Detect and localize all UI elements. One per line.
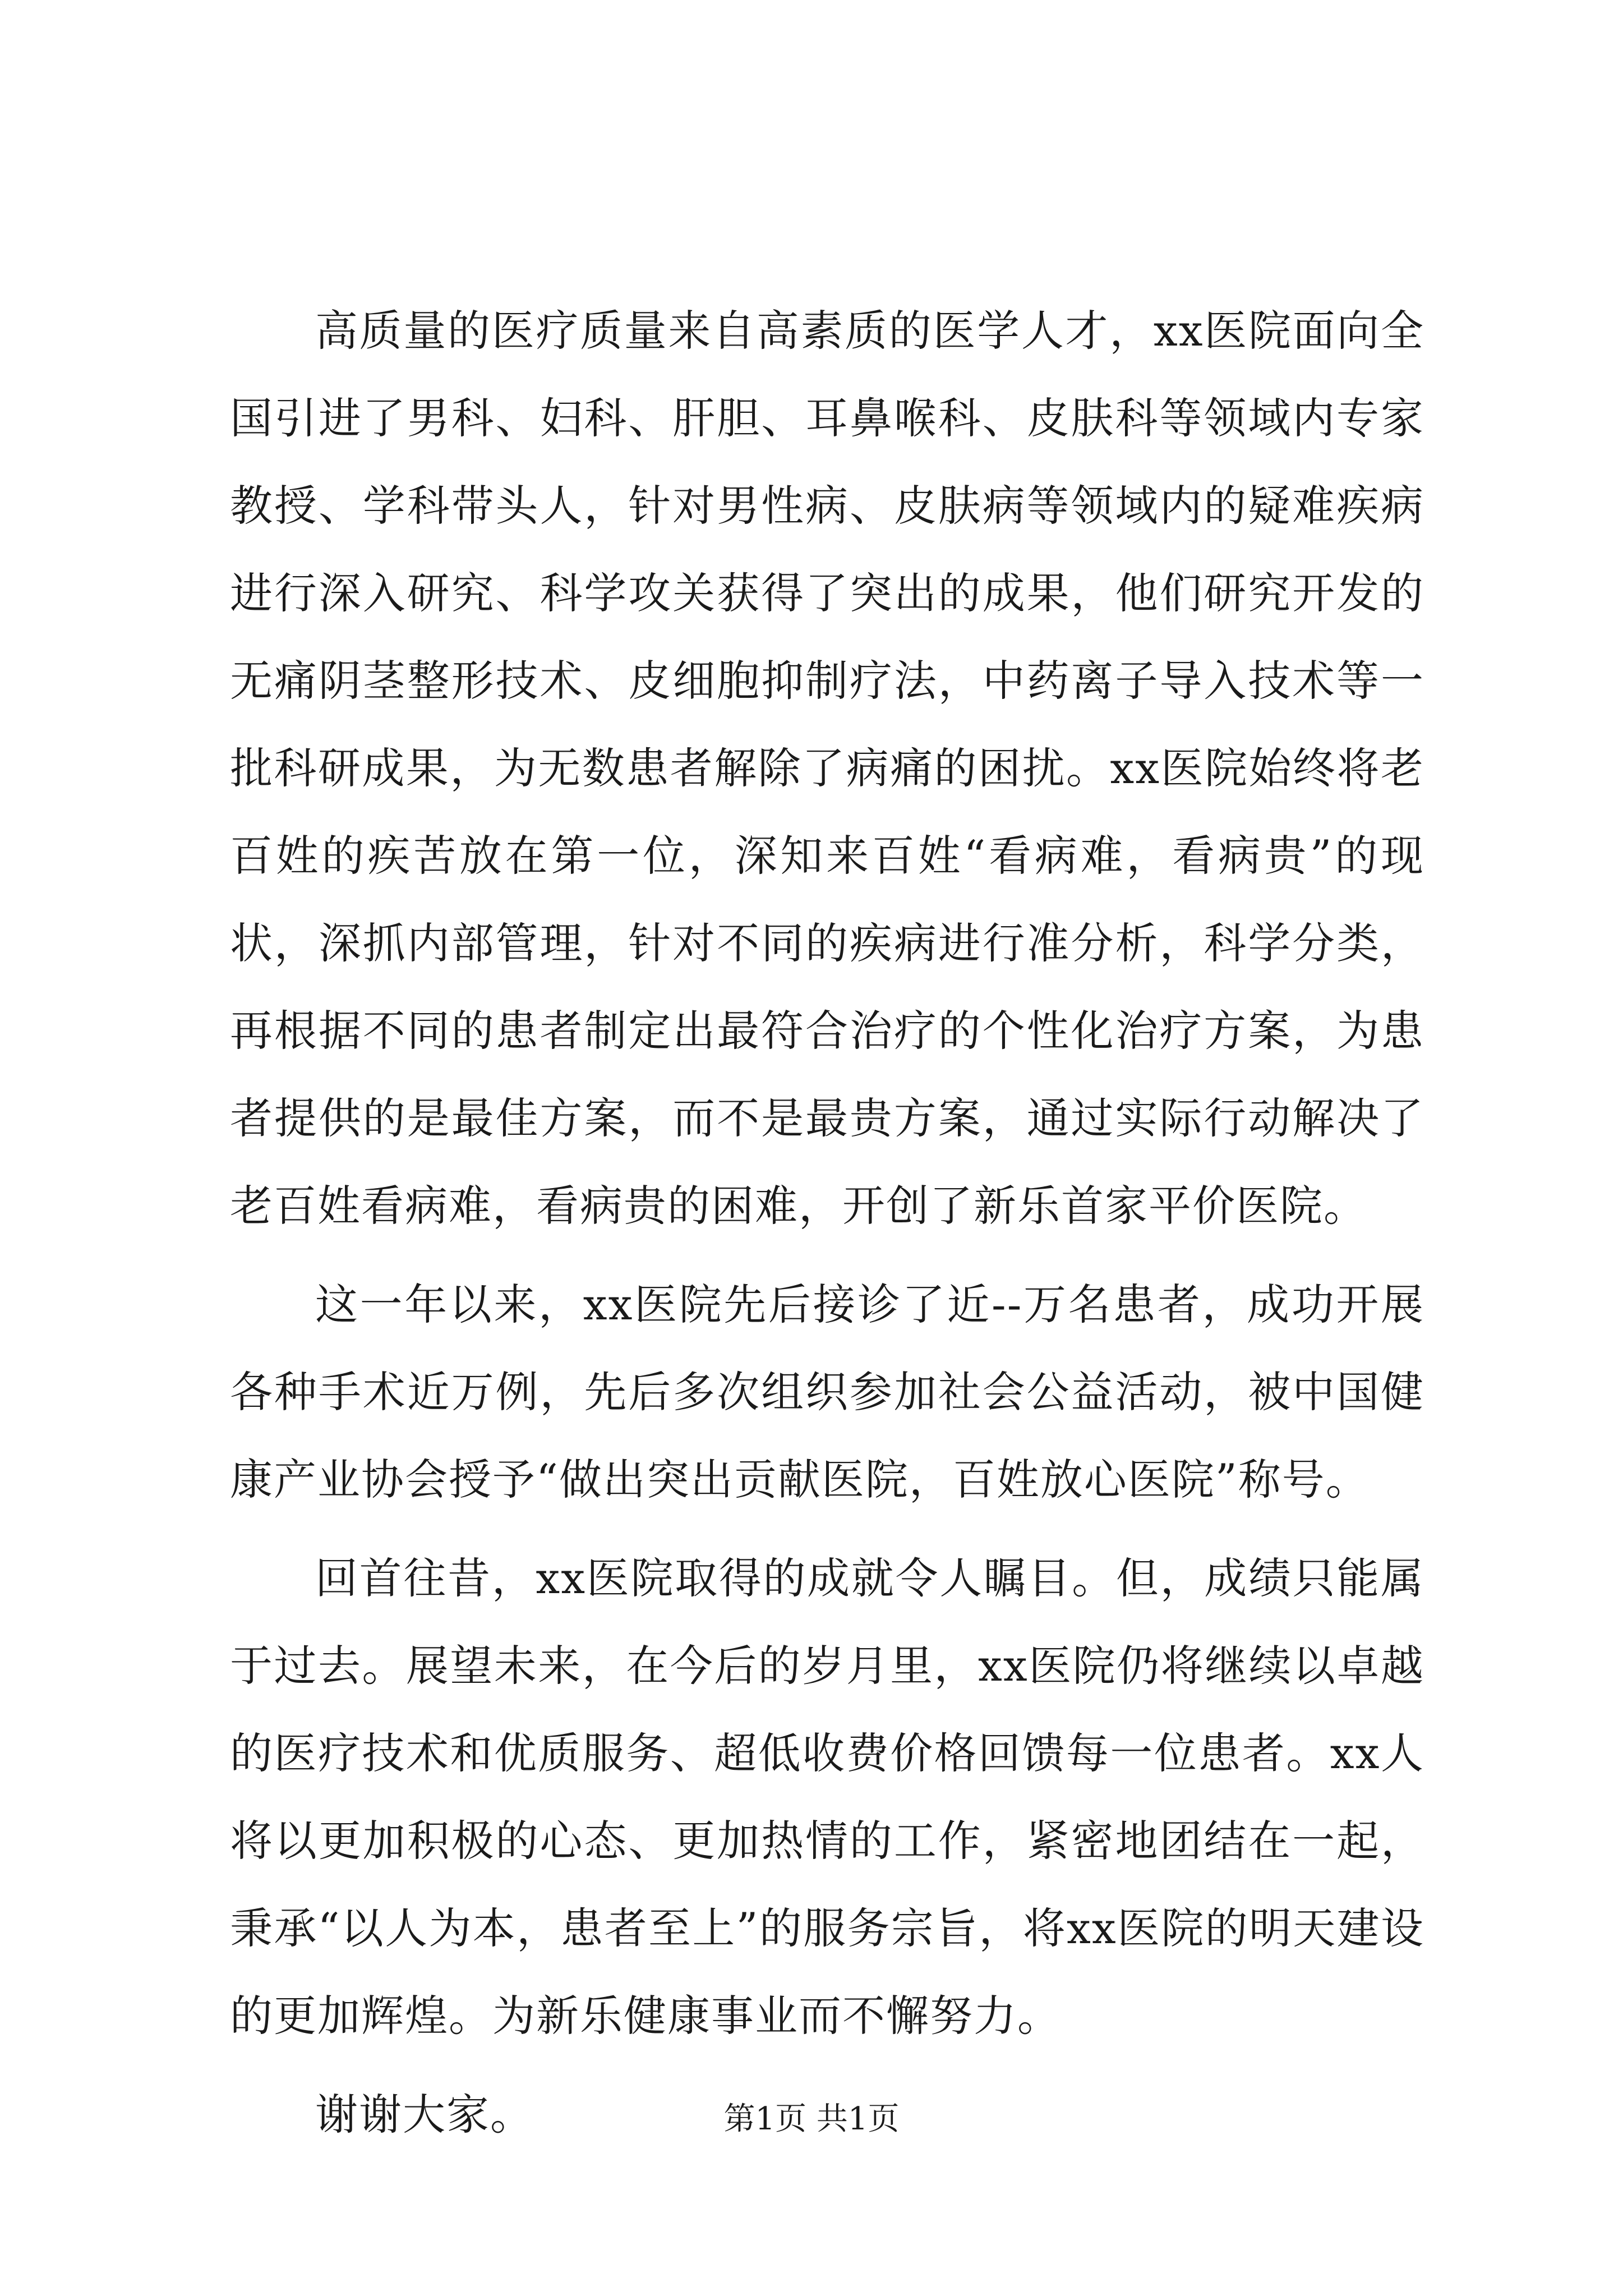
paragraph-4: 谢谢大家。 — [315, 2090, 534, 2139]
document-body — [230, 287, 1424, 2159]
paragraph-3: 回首往昔，xx医院取得的成就令人瞩目。但，成绩只能属于过去。展望未来，在今后的岁月里，xx医院仍将继续以卓越的医疗技术和优质服务、超低收费价格回馈每一位患者。xx人将以更加积极的心态、更加热情的工作，紧密地团结在一起，秉承“以人为本，患者至上”的服务宗旨，将xx医院的明天建设的更加辉煌。为新乐健康事业而不懈努力。 — [230, 1553, 1424, 2041]
paragraph-1: 高质量的医疗质量来自高素质的医学人才，xx医院面向全国引进了男科、妇科、肝胆、耳鼻喉科、皮肤科等领域内专家教授、学科带头人，针对男性病、皮肤病等领域内的疑难疾病进行深入研究、科学攻关获得了突出的成果，他们研究开发的无痛阴茎整形技术、皮细胞抑制疗法，中药离子导入技术等一批科研成果，为无数患者解除了病痛的困扰。xx医院始终将老百姓的疾苦放在第一位，深知来百姓“看病难，看病贵”的现状，深抓内部管理，针对不同的疾病进行准分析，科学分类，再根据不同的患者制定出最符合治疗的个性化治疗方案，为患者提供的是最佳方案，而不是最贵方案，通过实际行动解决了老百姓看病难，看病贵的困难，开创了新乐首家平价医院。 — [230, 306, 1424, 1231]
paragraph-2: 这一年以来，xx医院先后接诊了近--万名患者，成功开展各种手术近万例，先后多次组织参加社会公益活动，被中国健康产业协会授予“做出突出贡献医院，百姓放心医院”称号。 — [230, 1280, 1424, 1504]
page-footer: 第1页 共1页 — [723, 2101, 900, 2137]
